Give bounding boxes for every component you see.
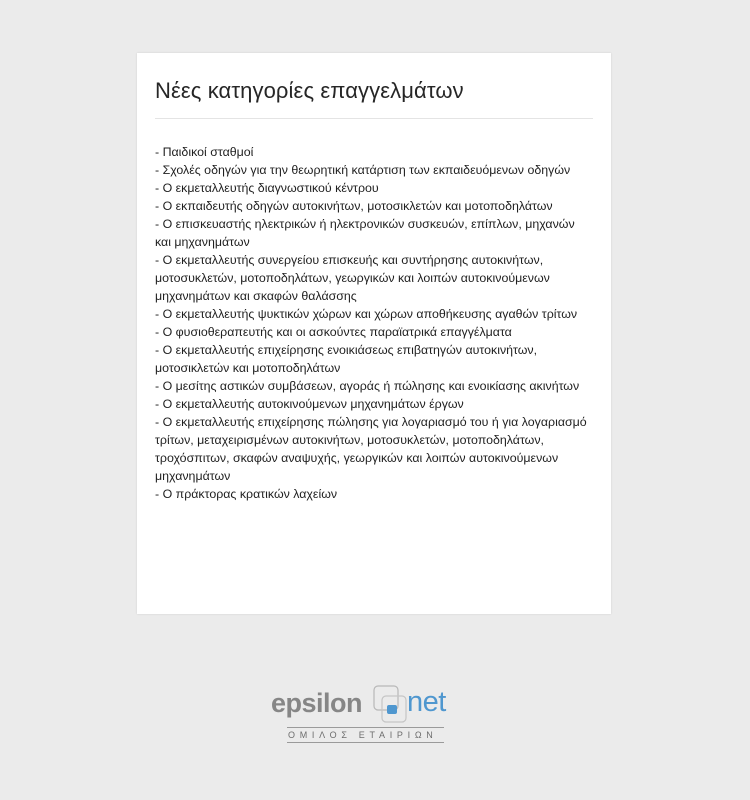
title-divider	[155, 118, 593, 119]
list-item: - Ο εκμεταλλευτής συνεργείου επισκευής και συντήρησης αυτοκινήτων, μοτοσυκλετών, μοτοποδηλάτων, γεωργικών και λοιπών αυτοκινούμενων μηχανημάτων και σκαφών θαλάσσης	[155, 253, 550, 303]
list-item: - Ο εκμεταλλευτής διαγνωστικού κέντρου	[155, 181, 379, 195]
logo-word-net: net	[407, 686, 446, 718]
list-item: - Σχολές οδηγών για την θεωρητική κατάρτιση των εκπαιδευόμενων οδηγών	[155, 163, 571, 177]
list-item: - Ο εκμεταλλευτής επιχείρησης πώλησης για λογαριασμό του ή για λογαριασμό τρίτων, μεταχειρισμένων αυτοκινήτων, μοτοσυκλετών, μοτοποδηλάτων, τροχόσπιτων, σκαφών αναψυχής, γεωργικών και λοιπών αυτοκινούμενων μηχανημάτων	[155, 415, 587, 483]
logo-tagline: ΟΜΙΛΟΣ ΕΤΑΙΡΙΩΝ	[288, 730, 438, 740]
list-item: - Ο πράκτορας κρατικών λαχείων	[155, 487, 338, 501]
logo-mark-icon	[372, 684, 408, 724]
page-title: Νέες κατηγορίες επαγγελμάτων	[155, 78, 464, 103]
list-item: - Ο μεσίτης αστικών συμβάσεων, αγοράς ή πώλησης και ενοικίασης ακινήτων	[155, 379, 580, 393]
list-item: - Ο εκμεταλλευτής ψυκτικών χώρων και χώρων αποθήκευσης αγαθών τρίτων	[155, 307, 578, 321]
list-item: - Παιδικοί σταθμοί	[155, 145, 254, 159]
list-item: - Ο επισκευαστής ηλεκτρικών ή ηλεκτρονικών συσκευών, επίπλων, μηχανών και μηχανημάτων	[155, 217, 575, 249]
logo-rule-top	[287, 727, 444, 728]
list-item: - Ο εκμεταλλευτής αυτοκινούμενων μηχανημάτων έργων	[155, 397, 464, 411]
profession-list	[155, 143, 593, 503]
logo-rule-bottom	[287, 742, 444, 743]
list-item: - Ο εκμεταλλευτής επιχείρησης ενοικιάσεως επιβατηγών αυτοκινήτων, μοτοσικλετών και μοτοποδηλάτων	[155, 343, 538, 375]
list-item: - Ο εκπαιδευτής οδηγών αυτοκινήτων, μοτοσικλετών και μοτοποδηλάτων	[155, 199, 553, 213]
list-item: - Ο φυσιοθεραπευτής και οι ασκούντες παραϊατρικά επαγγέλματα	[155, 325, 512, 339]
content-card	[137, 53, 611, 614]
logo-word-epsilon: epsilon	[271, 688, 363, 718]
epsilon-net-logo[interactable]	[271, 682, 466, 746]
